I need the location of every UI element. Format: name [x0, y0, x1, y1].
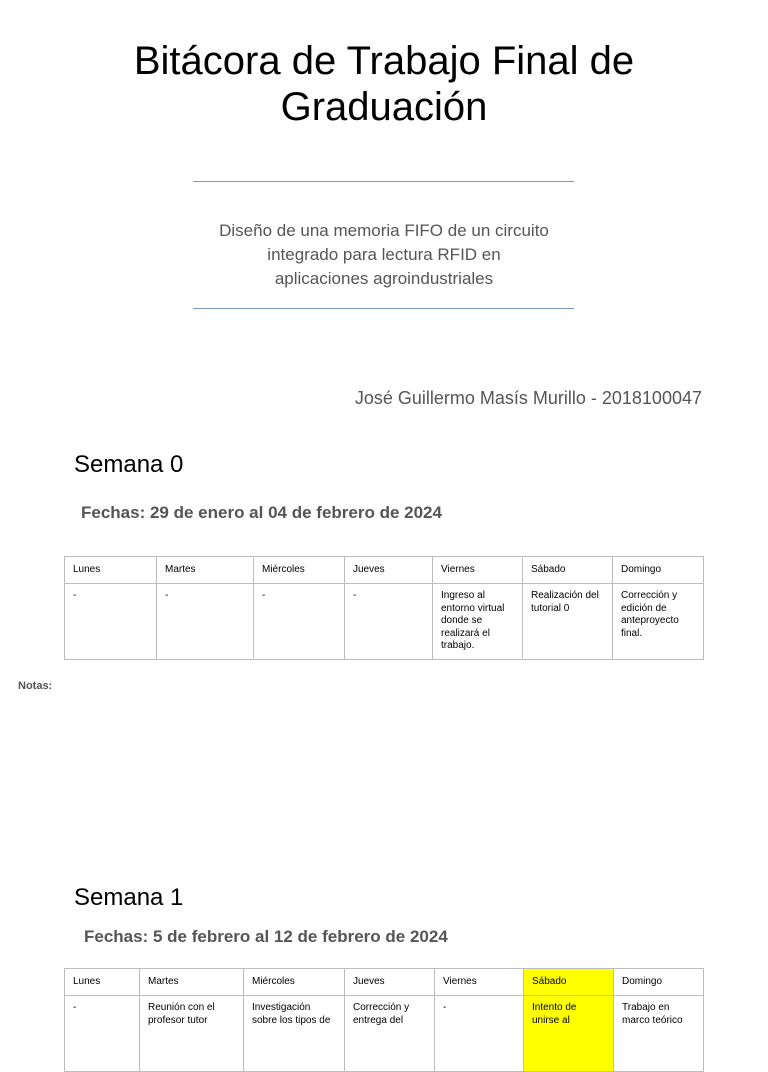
week-1-day-miercoles: Miércoles [244, 969, 345, 996]
week-0-entry-martes: - [157, 584, 254, 660]
week-1-day-domingo: Domingo [614, 969, 704, 996]
week-1-day-lunes: Lunes [65, 969, 140, 996]
week-1-day-martes: Martes [140, 969, 244, 996]
subtitle-line-1: Diseño de una memoria FIFO de un circuito [219, 221, 549, 240]
week-1-title: Semana 1 [74, 884, 184, 911]
week-1-dates: Fechas: 5 de febrero al 12 de febrero de 2024 [84, 927, 448, 946]
week-0-entry-domingo: Corrección y edición de anteproyecto final. [613, 584, 704, 660]
subtitle-line-3: aplicaciones agroindustriales [274, 269, 494, 288]
week-0-day-viernes: Viernes [433, 557, 523, 584]
divider-top [193, 181, 574, 182]
week-0-day-domingo: Domingo [613, 557, 704, 584]
week-1-entry-lunes: - [65, 996, 140, 1072]
subtitle-line-2: integrado para lectura RFID en [267, 245, 501, 264]
week-0-entry-row [65, 584, 704, 660]
week-1-day-jueves: Jueves [345, 969, 435, 996]
document-title-line-2: Graduación [280, 85, 488, 129]
week-1-entry-sabado: Intento de unirse al [524, 996, 614, 1072]
week-1-day-viernes: Viernes [435, 969, 524, 996]
week-0-entry-jueves: - [345, 584, 433, 660]
divider-bottom [193, 308, 574, 309]
document-subtitle [0, 219, 768, 291]
week-0-notes-label: Notas: [18, 680, 53, 692]
week-1-entry-miercoles: Investigación sobre los tipos de [244, 996, 345, 1072]
week-1-entry-viernes: - [435, 996, 524, 1072]
week-0-entry-lunes: - [65, 584, 157, 660]
author-line: José Guillermo Masís Murillo - 2018100047 [354, 388, 702, 408]
document-title-line-1: Bitácora de Trabajo Final de [133, 39, 635, 83]
week-1-entry-row [65, 996, 704, 1072]
week-0-table [64, 556, 704, 660]
week-1-table [64, 968, 704, 1072]
week-0-dates: Fechas: 29 de enero al 04 de febrero de 2024 [81, 503, 442, 522]
week-0-header-row [65, 557, 704, 584]
week-0-day-lunes: Lunes [65, 557, 157, 584]
week-0-day-sabado: Sábado [523, 557, 613, 584]
week-0-day-jueves: Jueves [345, 557, 433, 584]
week-0-day-miercoles: Miércoles [254, 557, 345, 584]
week-0-entry-miercoles: - [254, 584, 345, 660]
week-0-entry-viernes: Ingreso al entorno virtual donde se realizará el trabajo. [433, 584, 523, 660]
week-0-day-martes: Martes [157, 557, 254, 584]
week-1-entry-jueves: Corrección y entrega del [345, 996, 435, 1072]
week-1-entry-domingo: Trabajo en marco teórico [614, 996, 704, 1072]
week-0-title: Semana 0 [74, 451, 184, 478]
document-title [0, 38, 768, 130]
week-1-header-row [65, 969, 704, 996]
week-0-entry-sabado: Realización del tutorial 0 [523, 584, 613, 660]
week-1-entry-martes: Reunión con el profesor tutor [140, 996, 244, 1072]
week-1-day-sabado: Sábado [524, 969, 614, 996]
